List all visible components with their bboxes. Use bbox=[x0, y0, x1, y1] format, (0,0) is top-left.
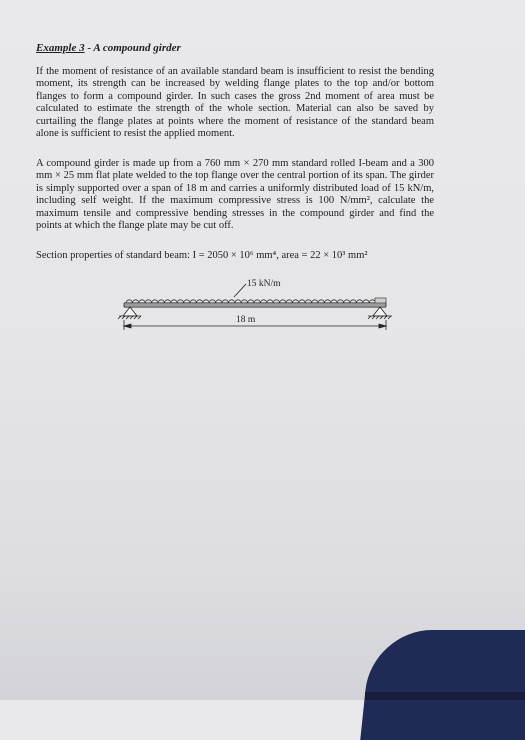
udl-arc bbox=[171, 300, 177, 303]
example-heading bbox=[36, 42, 181, 54]
example-number: Example 3 bbox=[36, 42, 85, 54]
udl-arc bbox=[222, 300, 228, 303]
udl-arc bbox=[305, 300, 311, 303]
problem-paragraph: A compound girder is made up from a 760 mm × 270 mm standard rolled I-beam and a 300 mm × 25 mm flat plate welded to the top flange over the central portion of its span. The girder is simply supported over a span of 18 m and carries a uniformly distributed load of 15 kN/m, including self weight. If the maximum compressive stress is 100 N/mm², calculate the maximum tensile and compressive bending stresses in the compound girder and find the points at which the flange plate may be cut off. bbox=[36, 158, 434, 232]
udl-arc bbox=[312, 300, 318, 303]
udl-load bbox=[126, 300, 382, 303]
shadow-edge bbox=[365, 692, 525, 700]
udl-arc bbox=[132, 300, 138, 303]
udl-arc bbox=[331, 300, 337, 303]
udl-arc bbox=[318, 300, 324, 303]
udl-arc bbox=[216, 300, 222, 303]
udl-arc bbox=[254, 300, 260, 303]
example-title: A compound girder bbox=[93, 42, 181, 54]
udl-arc bbox=[267, 300, 273, 303]
udl-arc bbox=[324, 300, 330, 303]
udl-arc bbox=[369, 300, 375, 303]
udl-arc bbox=[203, 300, 209, 303]
udl-arc bbox=[350, 300, 356, 303]
udl-arc bbox=[260, 300, 266, 303]
udl-arc bbox=[209, 300, 215, 303]
udl-arc bbox=[235, 300, 241, 303]
udl-arc bbox=[248, 300, 254, 303]
beam-diagram bbox=[96, 272, 416, 354]
intro-paragraph: If the moment of resistance of an available standard beam is insufficient to resist the bending moment, its strength can be increased by welding flange plates to the top and/or bottom flanges to form a compound girder. In such cases the gross 2nd moment of area must be calculated to estimate the strength of the whole section. Material can also be saved by curtailing the flange plates at points where the moment of resistance of the standard beam alone is sufficient to resist the applied moment. bbox=[36, 66, 434, 140]
paper-sheet bbox=[22, 36, 442, 536]
beam bbox=[124, 303, 386, 307]
udl-arc bbox=[139, 300, 145, 303]
udl-arc bbox=[158, 300, 164, 303]
load-label: 15 kN/m bbox=[247, 279, 281, 289]
udl-arc bbox=[356, 300, 362, 303]
udl-arc bbox=[299, 300, 305, 303]
udl-arc bbox=[292, 300, 298, 303]
left-support bbox=[118, 307, 141, 319]
udl-arc bbox=[164, 300, 170, 303]
udl-arc bbox=[177, 300, 183, 303]
udl-arc bbox=[196, 300, 202, 303]
udl-arc bbox=[363, 300, 369, 303]
udl-arc bbox=[344, 300, 350, 303]
span-label: 18 m bbox=[236, 315, 256, 325]
udl-arc bbox=[145, 300, 151, 303]
shadow-overlay bbox=[360, 630, 525, 740]
udl-arc bbox=[126, 300, 132, 303]
right-support bbox=[368, 298, 392, 319]
udl-arc bbox=[190, 300, 196, 303]
udl-arc bbox=[280, 300, 286, 303]
heading-separator: - bbox=[84, 42, 94, 54]
section-properties: Section properties of standard beam: I = 2050 × 10⁶ mm⁴, area = 22 × 10³ mm² bbox=[36, 250, 368, 261]
udl-arc bbox=[286, 300, 292, 303]
load-arrow bbox=[234, 284, 246, 297]
udl-arc bbox=[228, 300, 234, 303]
udl-arc bbox=[337, 300, 343, 303]
udl-arc bbox=[241, 300, 247, 303]
udl-arc bbox=[152, 300, 158, 303]
udl-arc bbox=[184, 300, 190, 303]
udl-arc bbox=[273, 300, 279, 303]
